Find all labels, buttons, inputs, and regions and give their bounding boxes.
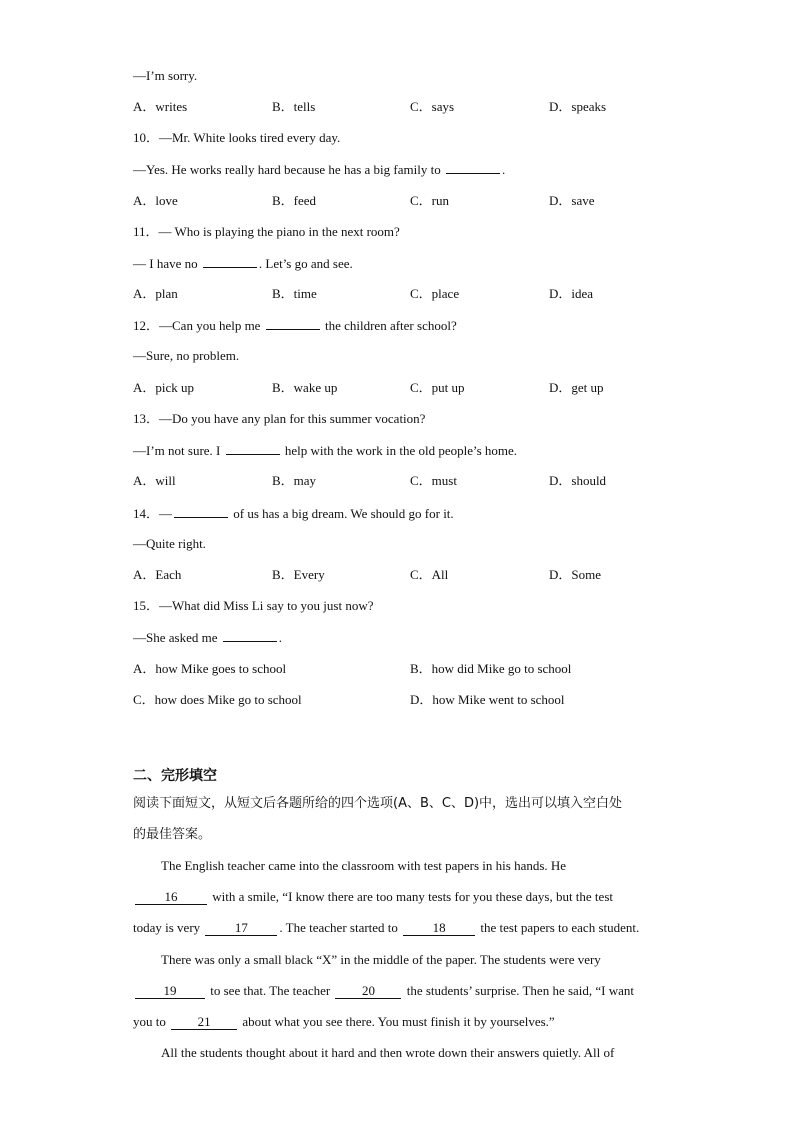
cloze-instruction-2: 的最佳答案。 [133,827,212,842]
blank-18[interactable]: 18 [403,921,475,936]
q13-option-d[interactable]: D．should [549,473,607,488]
q13-line2-after: help with the work in the old people’s home. [284,443,518,458]
passage-p1-line3-mid: . The teacher started to [279,920,398,935]
q12-stem-before: 12．—Can you help me [133,318,261,333]
q12-blank [266,317,320,330]
passage-p2-line2-mid: to see that. The teacher [210,983,331,998]
q11-blank [203,255,257,268]
q15-option-b[interactable]: B．how did Mike go to school [410,661,572,676]
q10-option-a[interactable]: A．love [133,193,178,208]
q11-option-a[interactable]: A．plan [133,286,178,301]
passage-p1-line3 [133,920,639,936]
q10-option-d[interactable]: D．save [549,193,595,208]
passage-p1-line2 [133,889,613,905]
q14-blank [174,505,228,518]
q14-stem [133,505,454,522]
q13-option-c[interactable]: C．must [410,473,457,488]
q9-option-b[interactable]: B．tells [272,99,316,114]
q12-response: —Sure, no problem. [133,348,240,363]
passage-p2-line3 [133,1014,555,1030]
q11-option-c[interactable]: C．place [410,286,460,301]
passage-p1-line1: The English teacher came into the classroom with test papers in his hands. He [161,858,567,873]
q9-option-a[interactable]: A．writes [133,99,188,114]
q15-line2-after: . [278,630,282,645]
q12-option-a[interactable]: A．pick up [133,380,195,395]
q13-option-a[interactable]: A．will [133,473,176,488]
blank-20[interactable]: 20 [335,984,401,999]
q14-option-a[interactable]: A．Each [133,567,182,582]
q10-line2 [133,161,505,178]
q9-response: —I’m sorry. [133,68,198,83]
q9-option-d[interactable]: D．speaks [549,99,607,114]
passage-p2-line3-before: you to [133,1014,166,1029]
blank-17[interactable]: 17 [205,921,277,936]
q12-option-b[interactable]: B．wake up [272,380,338,395]
q10-line2-after: . [501,162,506,177]
q14-response: —Quite right. [133,536,206,551]
q12-option-c[interactable]: C．put up [410,380,465,395]
passage-p3-line1: All the students thought about it hard and then wrote down their answers quietly. All of [161,1045,615,1060]
q11-line2-after: . Let’s go and see. [258,256,353,271]
q15-line2 [133,629,282,646]
q14-stem-after: of us has a big dream. We should go for it. [233,506,454,521]
passage-p2-line3-after: about what you see there. You must finish it by yourselves.” [242,1014,555,1029]
q15-option-c[interactable]: C．how does Mike go to school [133,692,302,707]
q15-stem: 15．—What did Miss Li say to you just now? [133,598,374,613]
q15-option-d[interactable]: D．how Mike went to school [410,692,565,707]
q12-stem-after: the children after school? [324,318,457,333]
q15-blank [223,629,277,642]
q13-blank [226,442,280,455]
passage-p2-line2 [133,983,634,999]
q11-option-d[interactable]: D．idea [549,286,594,301]
q11-stem: 11．— Who is playing the piano in the next room? [133,224,400,239]
q14-option-b[interactable]: B．Every [272,567,325,582]
q14-stem-before: 14．— [133,506,173,521]
blank-21[interactable]: 21 [171,1015,237,1030]
q11-option-b[interactable]: B．time [272,286,317,301]
passage-p1-line3-after: the test papers to each student. [480,920,640,935]
passage-p1-line3-before: today is very [133,920,201,935]
passage-p2-line1: There was only a small black “X” in the middle of the paper. The students were very [161,952,601,967]
blank-16[interactable]: 16 [135,890,207,905]
q13-line2-before: —I’m not sure. I [133,443,221,458]
q11-line2-before: — I have no [133,256,198,271]
q14-option-d[interactable]: D．Some [549,567,602,582]
q12-stem [133,317,457,334]
q10-blank [446,161,500,174]
passage-p1-line2-text: with a smile, “I know there are too many tests for you these days, but the test [212,889,613,904]
q11-line2 [133,255,353,272]
passage-p2-line2-after: the students’ surprise. Then he said, “I want [406,983,635,998]
q10-stem: 10．—Mr. White looks tired every day. [133,130,341,145]
q15-option-a[interactable]: A．how Mike goes to school [133,661,287,676]
blank-19[interactable]: 19 [135,984,205,999]
q10-line2-before: —Yes. He works really hard because he has a big family to [133,162,441,177]
q13-stem: 13．—Do you have any plan for this summer vocation? [133,411,426,426]
q12-option-d[interactable]: D．get up [549,380,604,395]
q13-option-b[interactable]: B．may [272,473,317,488]
q9-option-c[interactable]: C．says [410,99,455,114]
q10-option-c[interactable]: C．run [410,193,450,208]
q13-line2 [133,442,517,459]
q10-option-b[interactable]: B．feed [272,193,317,208]
q15-line2-before: —She asked me [133,630,218,645]
q14-option-c[interactable]: C．All [410,567,449,582]
section-title-cloze: 二、完形填空 [133,768,217,784]
cloze-instruction-1: 阅读下面短文，从短文后各题所给的四个选项(A、B、C、D)中，选出可以填入空白处 [133,796,623,811]
